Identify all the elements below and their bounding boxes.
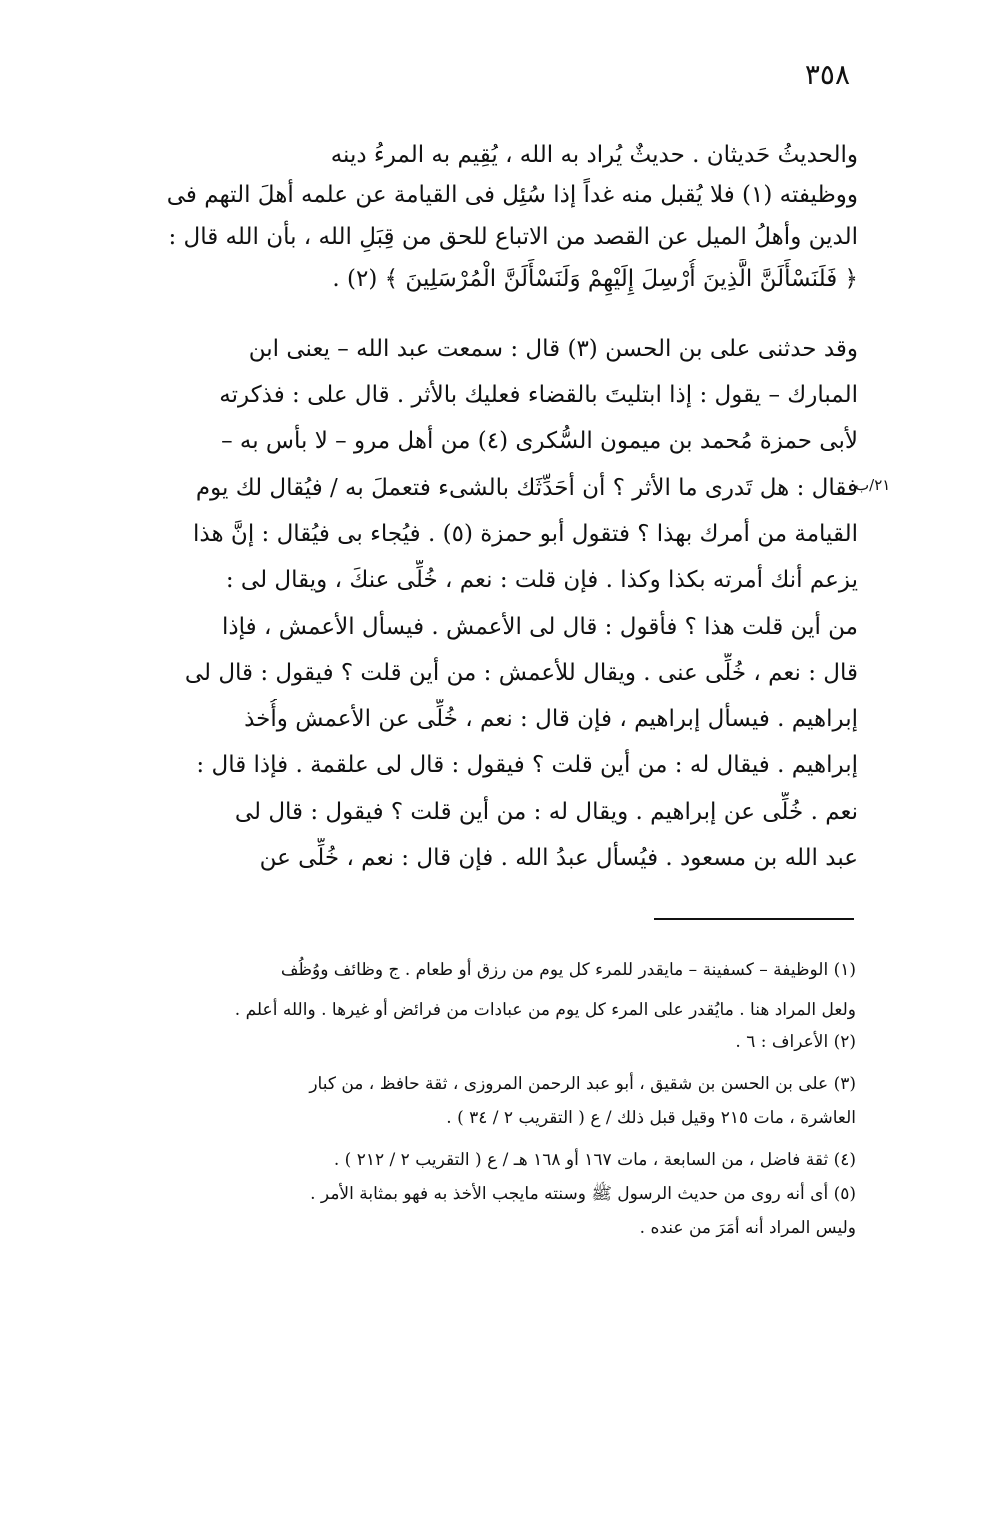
footnotes [122, 956, 856, 1256]
body-line: الدين وأهلُ الميل عن القصد من الاتباع للحق من قِبَلِ الله ، بأن الله قال : [168, 224, 858, 250]
footnote-line: (٢) الأعراف : ٦ . [735, 1032, 856, 1052]
footnote-line: ولعل المراد هنا . مايُقدر على المرء كل يوم من عبادات من فرائض أو غيرها . والله أعلم . [234, 1000, 856, 1020]
footnote-line: (٣) على بن الحسن بن شقيق ، أبو عبد الرحمن المروزى ، ثقة حافظ ، من كبار [309, 1074, 856, 1094]
footnote-separator [654, 918, 854, 920]
body-line: وقد حدثنى على بن الحسن (٣) قال : سمعت عبد الله – يعنى ابن [248, 336, 858, 362]
body-line: والحديثُ حَديثان . حديثٌ يُراد به الله ، يُقِيم به المرءُ دينه [330, 142, 858, 168]
body-line: من أين قلت هذا ؟ فأقول : قال لى الأعمش . فيسأل الأعمش ، فإذا [222, 614, 858, 640]
body-line: القيامة من أمرك بهذا ؟ فتقول أبو حمزة (٥) . فيُجاء بى فيُقال : إنَّ هذا [193, 521, 858, 547]
main-body-text [112, 135, 858, 895]
footnote-line: (٥) أى أنه روى من حديث الرسول ﷺ وسنته مايجب الأخذ به فهو بمثابة الأمر . [310, 1184, 856, 1204]
body-line: نعم . خُلِّى عن إبراهيم . ويقال له : من أين قلت ؟ فيقول : قال لى [234, 799, 858, 825]
page-number: ٣٥٨ [804, 58, 850, 91]
body-line: يزعم أنك أمرته بكذا وكذا . فإن قلت : نعم ، خُلِّى عنكَ ، ويقال لى : [225, 567, 858, 593]
body-line: ﴿ فَلَنَسْأَلَنَّ الَّذِينَ أُرْسِلَ إِلَيْهِمْ وَلَنَسْأَلَنَّ الْمُرْسَلِينَ ﴾ (٢) . [332, 266, 858, 292]
footnote-line: العاشرة ، مات ٢١٥ وقيل قبل ذلك / ع ( التقريب ٢ / ٣٤ ) . [446, 1108, 856, 1128]
body-line: فقال : هل تَدرى ما الأثر ؟ أن أحَدِّثَك بالشىء فتعملَ به / فيُقال لك يوم [195, 475, 858, 501]
body-line: إبراهيم . فيقال له : من أين قلت ؟ فيقول : قال لى علقمة . فإذا قال : [196, 752, 858, 778]
footnote-line: (٤) ثقة فاضل ، من السابعة ، مات ١٦٧ أو ١٦٨ هـ / ع ( التقريب ٢ / ٢١٢ ) . [333, 1150, 856, 1170]
body-line: إبراهيم . فيسأل إبراهيم ، فإن قال : نعم ، خُلِّى عن الأعمش وأُخذ [244, 706, 858, 732]
footnote-line: (١) الوظيفة – كسفينة – مايقدر للمرء كل يوم من رزق أو طعام . ج وظائف ووُظُف [280, 960, 856, 980]
footnote-line: وليس المراد أنه أمَرَ من عنده . [639, 1218, 856, 1238]
body-line: قال : نعم ، خُلِّى عنى . ويقال للأعمش : من أين قلت ؟ فيقول : قال لى [184, 660, 858, 686]
body-line: لأبى حمزة مُحمد بن ميمون السُّكرى (٤) من أهل مرو – لا بأس به – [221, 428, 858, 454]
body-line: ووظيفته (١) فلا يُقبل منه غداً إذا سُئِل فى القيامة عن علمه أهلَ التهم فى [166, 182, 858, 208]
body-line: المبارك – يقول : إذا ابتليتَ بالقضاء فعليك بالأثر . قال على : فذكرته [219, 382, 858, 408]
body-line: عبد الله بن مسعود . فيُسأل عبدُ الله . فإن قال : نعم ، خُلِّى عن [259, 845, 858, 871]
margin-folio-note: ٢١/ب [855, 476, 891, 494]
